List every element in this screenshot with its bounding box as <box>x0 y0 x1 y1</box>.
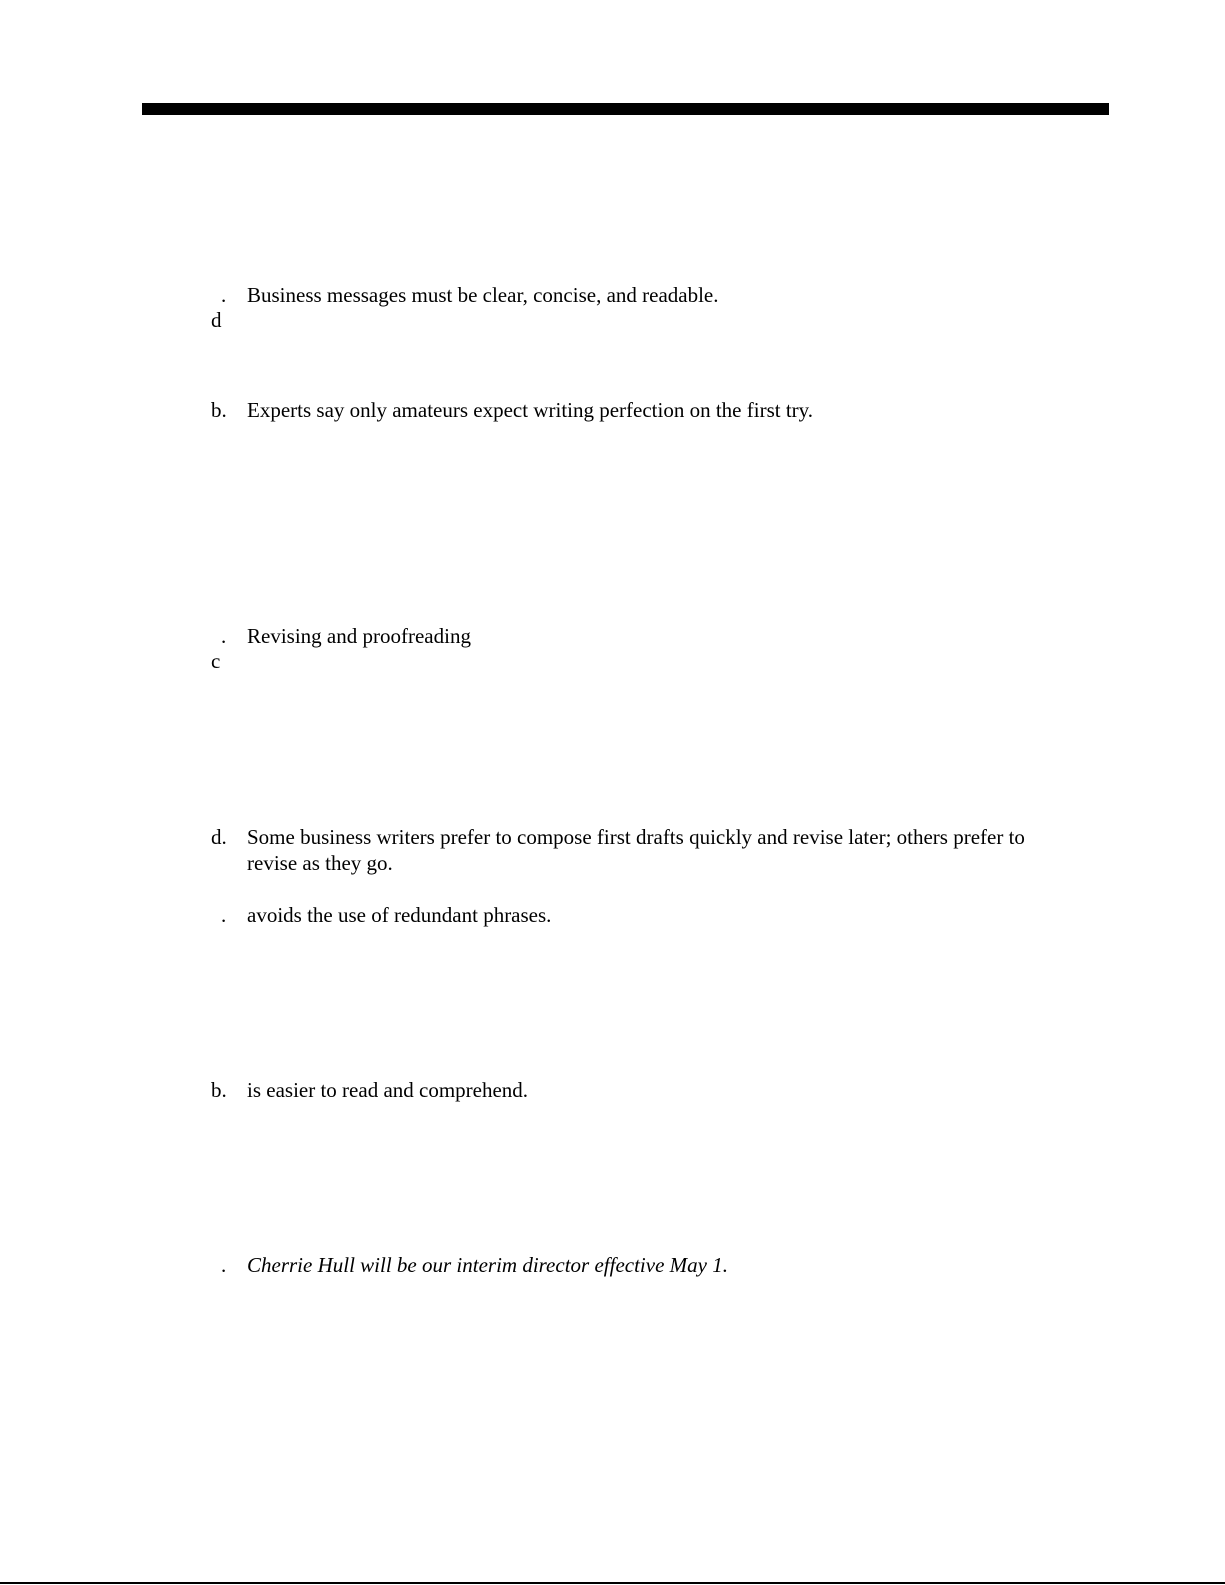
item-text: Cherrie Hull will be our interim director effective May 1. <box>247 1253 728 1277</box>
bottom-rule <box>0 1582 1225 1584</box>
marker-letter: b. <box>211 398 227 422</box>
item-text: Some business writers prefer to compose first drafts quickly and revise later; others prefer to revise as they go. <box>247 825 1025 875</box>
marker-period: . <box>221 624 227 648</box>
marker-period: . <box>221 283 227 307</box>
marker-letter: c <box>211 649 221 673</box>
marker-letter: b. <box>211 1078 227 1102</box>
marker-letter: d <box>211 308 222 332</box>
item-text: avoids the use of redundant phrases. <box>247 903 552 927</box>
marker-period: . <box>221 1253 227 1277</box>
marker-period: . <box>221 903 227 927</box>
item-text: Business messages must be clear, concise, and readable. <box>247 283 719 307</box>
item-marker <box>211 397 241 423</box>
item-marker <box>211 824 241 850</box>
item-text: Experts say only amateurs expect writing perfection on the first try. <box>247 398 814 422</box>
top-rule <box>142 103 1109 115</box>
item-text: Revising and proofreading <box>247 624 471 648</box>
item-text: is easier to read and comprehend. <box>247 1078 529 1102</box>
item-marker <box>211 1077 241 1103</box>
marker-letter: d. <box>211 825 227 849</box>
